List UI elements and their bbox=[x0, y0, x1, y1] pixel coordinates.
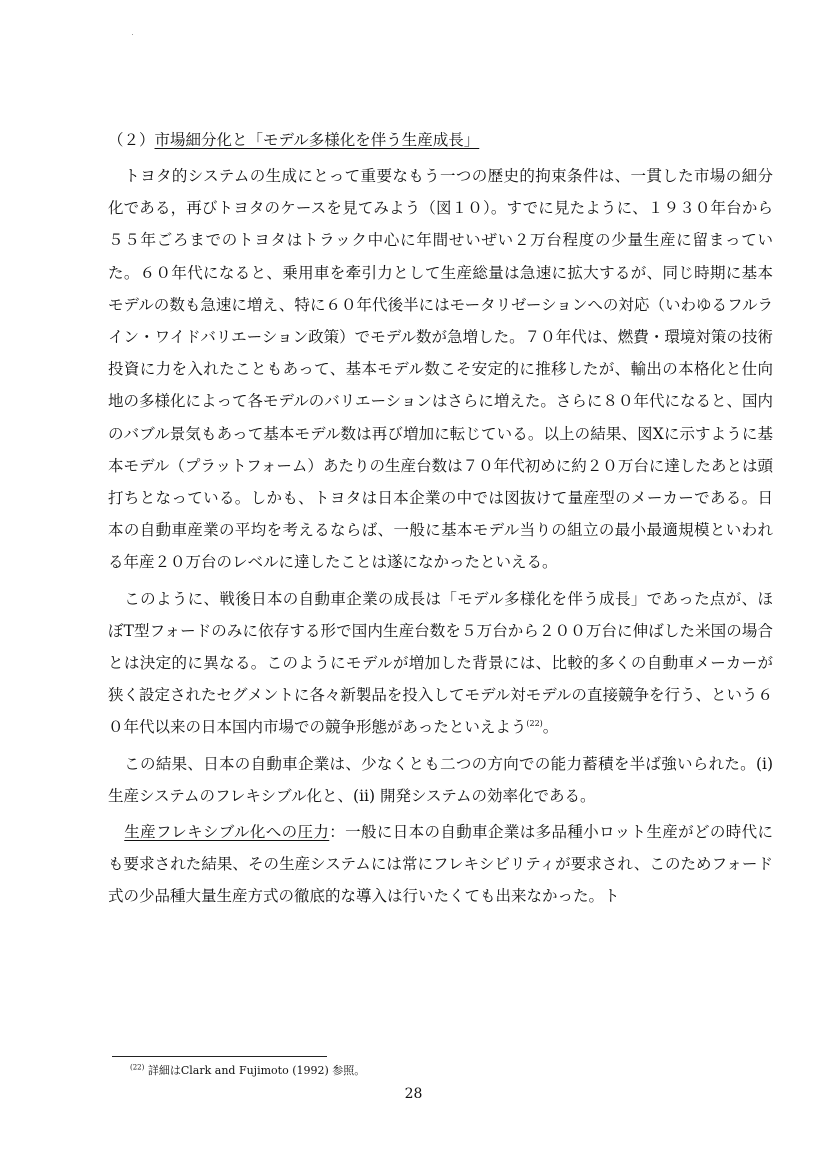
scan-speck bbox=[132, 34, 133, 35]
footnote-marker: (22) bbox=[130, 1063, 145, 1072]
paragraph-2 bbox=[108, 583, 773, 744]
section-title: 市場細分化と「モデル多様化を伴う生産成長」 bbox=[154, 131, 480, 149]
footnote bbox=[130, 1062, 365, 1078]
paragraph-2-text: このように、戦後日本の自動車企業の成長は「モデル多様化を伴う成長」であった点が、ほぼT型フォードのみに依存する形で国内生産台数を５万台から２００万台に伸ばした米国の場合とは決定的に異なる。このようにモデルが増加した背景には、比較的多くの自動車メーカーが狭く設定されたセグメントに各々新製品を投入してモデル対モデルの直接競争を行う、という６０年代以来の日本国内市場での競争形態があったといえよう bbox=[108, 589, 773, 737]
paragraph-3: この結果、日本の自動車企業は、少なくとも二つの方向での能力蓄積を半ば強いられた。(i) 生産システムのフレキシブル化と、(ii) 開発システムの効率化である。 bbox=[108, 754, 773, 805]
section-number: （２） bbox=[108, 131, 155, 149]
page-number: 28 bbox=[404, 1086, 423, 1102]
paragraph-1: トヨタ的システムの生成にとって重要なもう一つの歴史的拘束条件は、一貫した市場の細分化である，再びトヨタのケースを見てみよう（図１０）。すでに見たように、１９３０年台から５５年ごろまでのトヨタはトラック中心に年間せいぜい２万台程度の少量生産に留まっていた。６０年代になると、乗用車を牽引力として生産総量は急速に拡大するが、同じ時期に基本モデルの数も急速に増え、特に６０年代後半にはモータリゼーションへの対応（いわゆるフルライン・ワイドバリエーション政策）でモデル数が急増した。７０年代は、燃費・環境対策の技術投資に力を入れたこともあって、基本モデル数こそ安定的に推移したが、輸出の本格化と仕向地の多様化によって各モデルのバリエーションはさらに増えた。さらに８０年代になると、国内のバブル景気もあって基本モデル数は再び増加に転じている。以上の結果、図Xに示すように基本モデル（プラットフォーム）あたりの生産台数は７０年代初めに約２０万台に達したあとは頭打ちとなっている。しかも、トヨタは日本企業の中では図抜けて量産型のメーカーである。日本の自動車産業の平均を考えるならば、一般に基本モデル当りの組立の最小最適規模といわれる年産２０万台のレベルに達したことは遂になかったといえる。 bbox=[108, 167, 773, 572]
body-text bbox=[108, 160, 773, 917]
footnote-text: 詳細はClark and Fujimoto (1992) 参照。 bbox=[147, 1064, 366, 1077]
footnote-divider bbox=[112, 1056, 327, 1057]
section-heading bbox=[108, 128, 479, 150]
paragraph-4 bbox=[108, 816, 773, 913]
paragraph-2-end: 。 bbox=[542, 718, 559, 737]
footnote-reference: (22) bbox=[526, 719, 543, 729]
paragraph-4-lead: 生産フレキシブル化への圧力 bbox=[124, 823, 330, 842]
paragraph-4-text: ：一般に日本の自動車企業は多品種小ロット生産がどの時代にも要求された結果、その生産システムには常にフレキシビリティが要求され、このためフォード式の少品種大量生産方式の徹底的な導入は行いたくても出来なかった。ト bbox=[108, 823, 773, 906]
